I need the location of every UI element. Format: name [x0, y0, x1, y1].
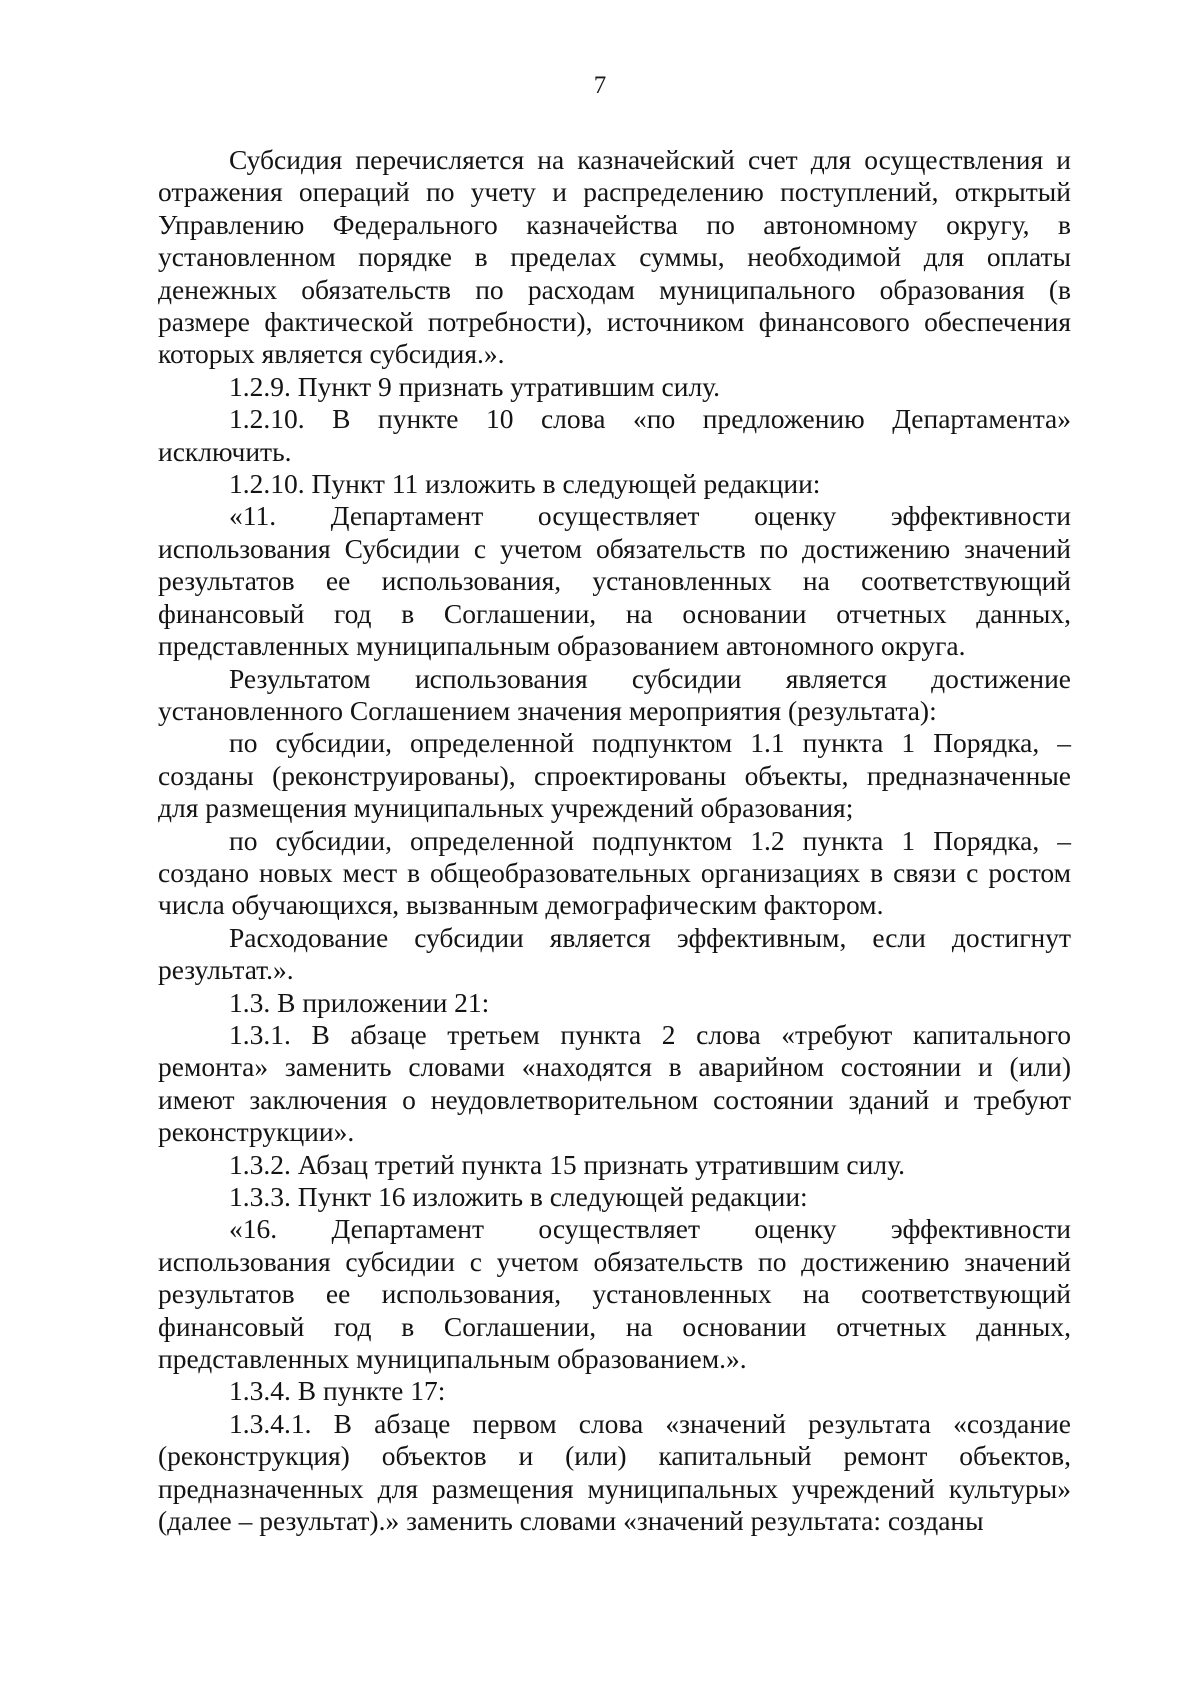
text-line: числа обучающихся, вызванным демографическим фактором. — [158, 889, 884, 921]
text-line: созданы (реконструированы), спроектированы объекты, предназначенные — [158, 759, 1071, 791]
text-line: 1.3.4.1. В абзаце первом слова «значений результата «создание — [229, 1407, 1071, 1439]
paragraph — [158, 371, 1071, 403]
text-line: денежных обязательств по расходам муниципального образования (в — [158, 273, 1071, 305]
text-line: Расходование субсидии является эффективным, если достигнут — [229, 921, 1071, 953]
text-line: результат.». — [158, 954, 294, 986]
page-number: 7 — [593, 72, 607, 99]
text-line: результатов ее использования, установленных на соответствующий — [158, 1278, 1071, 1310]
text-line: по субсидии, определенной подпунктом 1.1 пункта 1 Порядка, – — [229, 727, 1071, 759]
paragraph — [158, 1019, 1071, 1149]
paragraph — [158, 144, 1071, 371]
paragraph — [158, 825, 1071, 922]
paragraph — [158, 727, 1071, 824]
text-line: имеют заключения о неудовлетворительном состоянии зданий и требуют — [158, 1083, 1071, 1115]
text-line: реконструкции». — [158, 1116, 355, 1148]
text-line: Результатом использования субсидии является достижение — [229, 662, 1071, 694]
text-line: 1.3. В приложении 21: — [229, 986, 490, 1018]
text-line: размере фактической потребности), источником финансового обеспечения — [158, 306, 1071, 338]
text-line: «16. Департамент осуществляет оценку эффективности — [229, 1213, 1071, 1245]
text-line: исключить. — [158, 435, 292, 467]
text-line: для размещения муниципальных учреждений образования; — [158, 792, 854, 824]
text-line: отражения операций по учету и распределению поступлений, открытый — [158, 176, 1071, 208]
text-line: результатов ее использования, установленных на соответствующий — [158, 565, 1071, 597]
paragraph — [158, 1213, 1071, 1375]
text-line: «11. Департамент осуществляет оценку эффективности — [229, 500, 1071, 532]
paragraph — [158, 922, 1071, 987]
paragraph — [158, 468, 1071, 500]
text-line: создано новых мест в общеобразовательных организациях в связи с ростом — [158, 856, 1071, 888]
text-line: 1.2.10. Пункт 11 изложить в следующей редакции: — [229, 468, 821, 500]
text-line: предназначенных для размещения муниципальных учреждений культуры» — [158, 1472, 1071, 1504]
text-line: которых является субсидия.». — [158, 338, 505, 370]
text-line: 1.3.2. Абзац третий пункта 15 признать утратившим силу. — [229, 1148, 905, 1180]
text-line: 1.2.9. Пункт 9 признать утратившим силу. — [229, 370, 721, 402]
text-line: использования субсидии с учетом обязательств по достижению значений — [158, 1245, 1071, 1277]
text-line: по субсидии, определенной подпунктом 1.2 пункта 1 Порядка, – — [229, 824, 1071, 856]
text-line: финансовый год в Соглашении, на основании отчетных данных, — [158, 1310, 1071, 1342]
text-line: представленных муниципальным образованием автономного округа. — [158, 630, 966, 662]
paragraph — [158, 403, 1071, 468]
text-line: (реконструкция) объектов и (или) капитальный ремонт объектов, — [158, 1440, 1071, 1472]
paragraph — [158, 1375, 1071, 1407]
paragraph — [158, 663, 1071, 728]
text-line: (далее – результат).» заменить словами «значений результата: созданы — [158, 1505, 984, 1537]
text-line: 1.3.1. В абзаце третьем пункта 2 слова «требуют капитального — [229, 1018, 1071, 1050]
text-line: использования Субсидии с учетом обязательств по достижению значений — [158, 532, 1071, 564]
text-line: 1.3.4. В пункте 17: — [229, 1375, 446, 1407]
paragraph — [158, 1149, 1071, 1181]
text-line: установленного Соглашением значения мероприятия (результата): — [158, 694, 937, 726]
text-line: установленном порядке в пределах суммы, необходимой для оплаты — [158, 241, 1071, 273]
paragraph — [158, 1408, 1071, 1538]
text-line: ремонта» заменить словами «находятся в аварийном состоянии и (или) — [158, 1051, 1071, 1083]
text-line: 1.3.3. Пункт 16 изложить в следующей редакции: — [229, 1181, 808, 1212]
paragraph — [158, 987, 1071, 1019]
paragraph — [158, 500, 1071, 662]
text-line: Субсидия перечисляется на казначейский счет для осуществления и — [229, 144, 1071, 175]
text-line: финансовый год в Соглашении, на основании отчетных данных, — [158, 597, 1071, 629]
text-line: 1.2.10. В пункте 10 слова «по предложению Департамента» — [229, 403, 1071, 435]
paragraph — [158, 1181, 1071, 1213]
document-body — [158, 144, 1071, 1537]
text-line: Управлению Федерального казначейства по автономному округу, в — [158, 208, 1071, 240]
text-line: представленных муниципальным образованием.». — [158, 1343, 747, 1375]
